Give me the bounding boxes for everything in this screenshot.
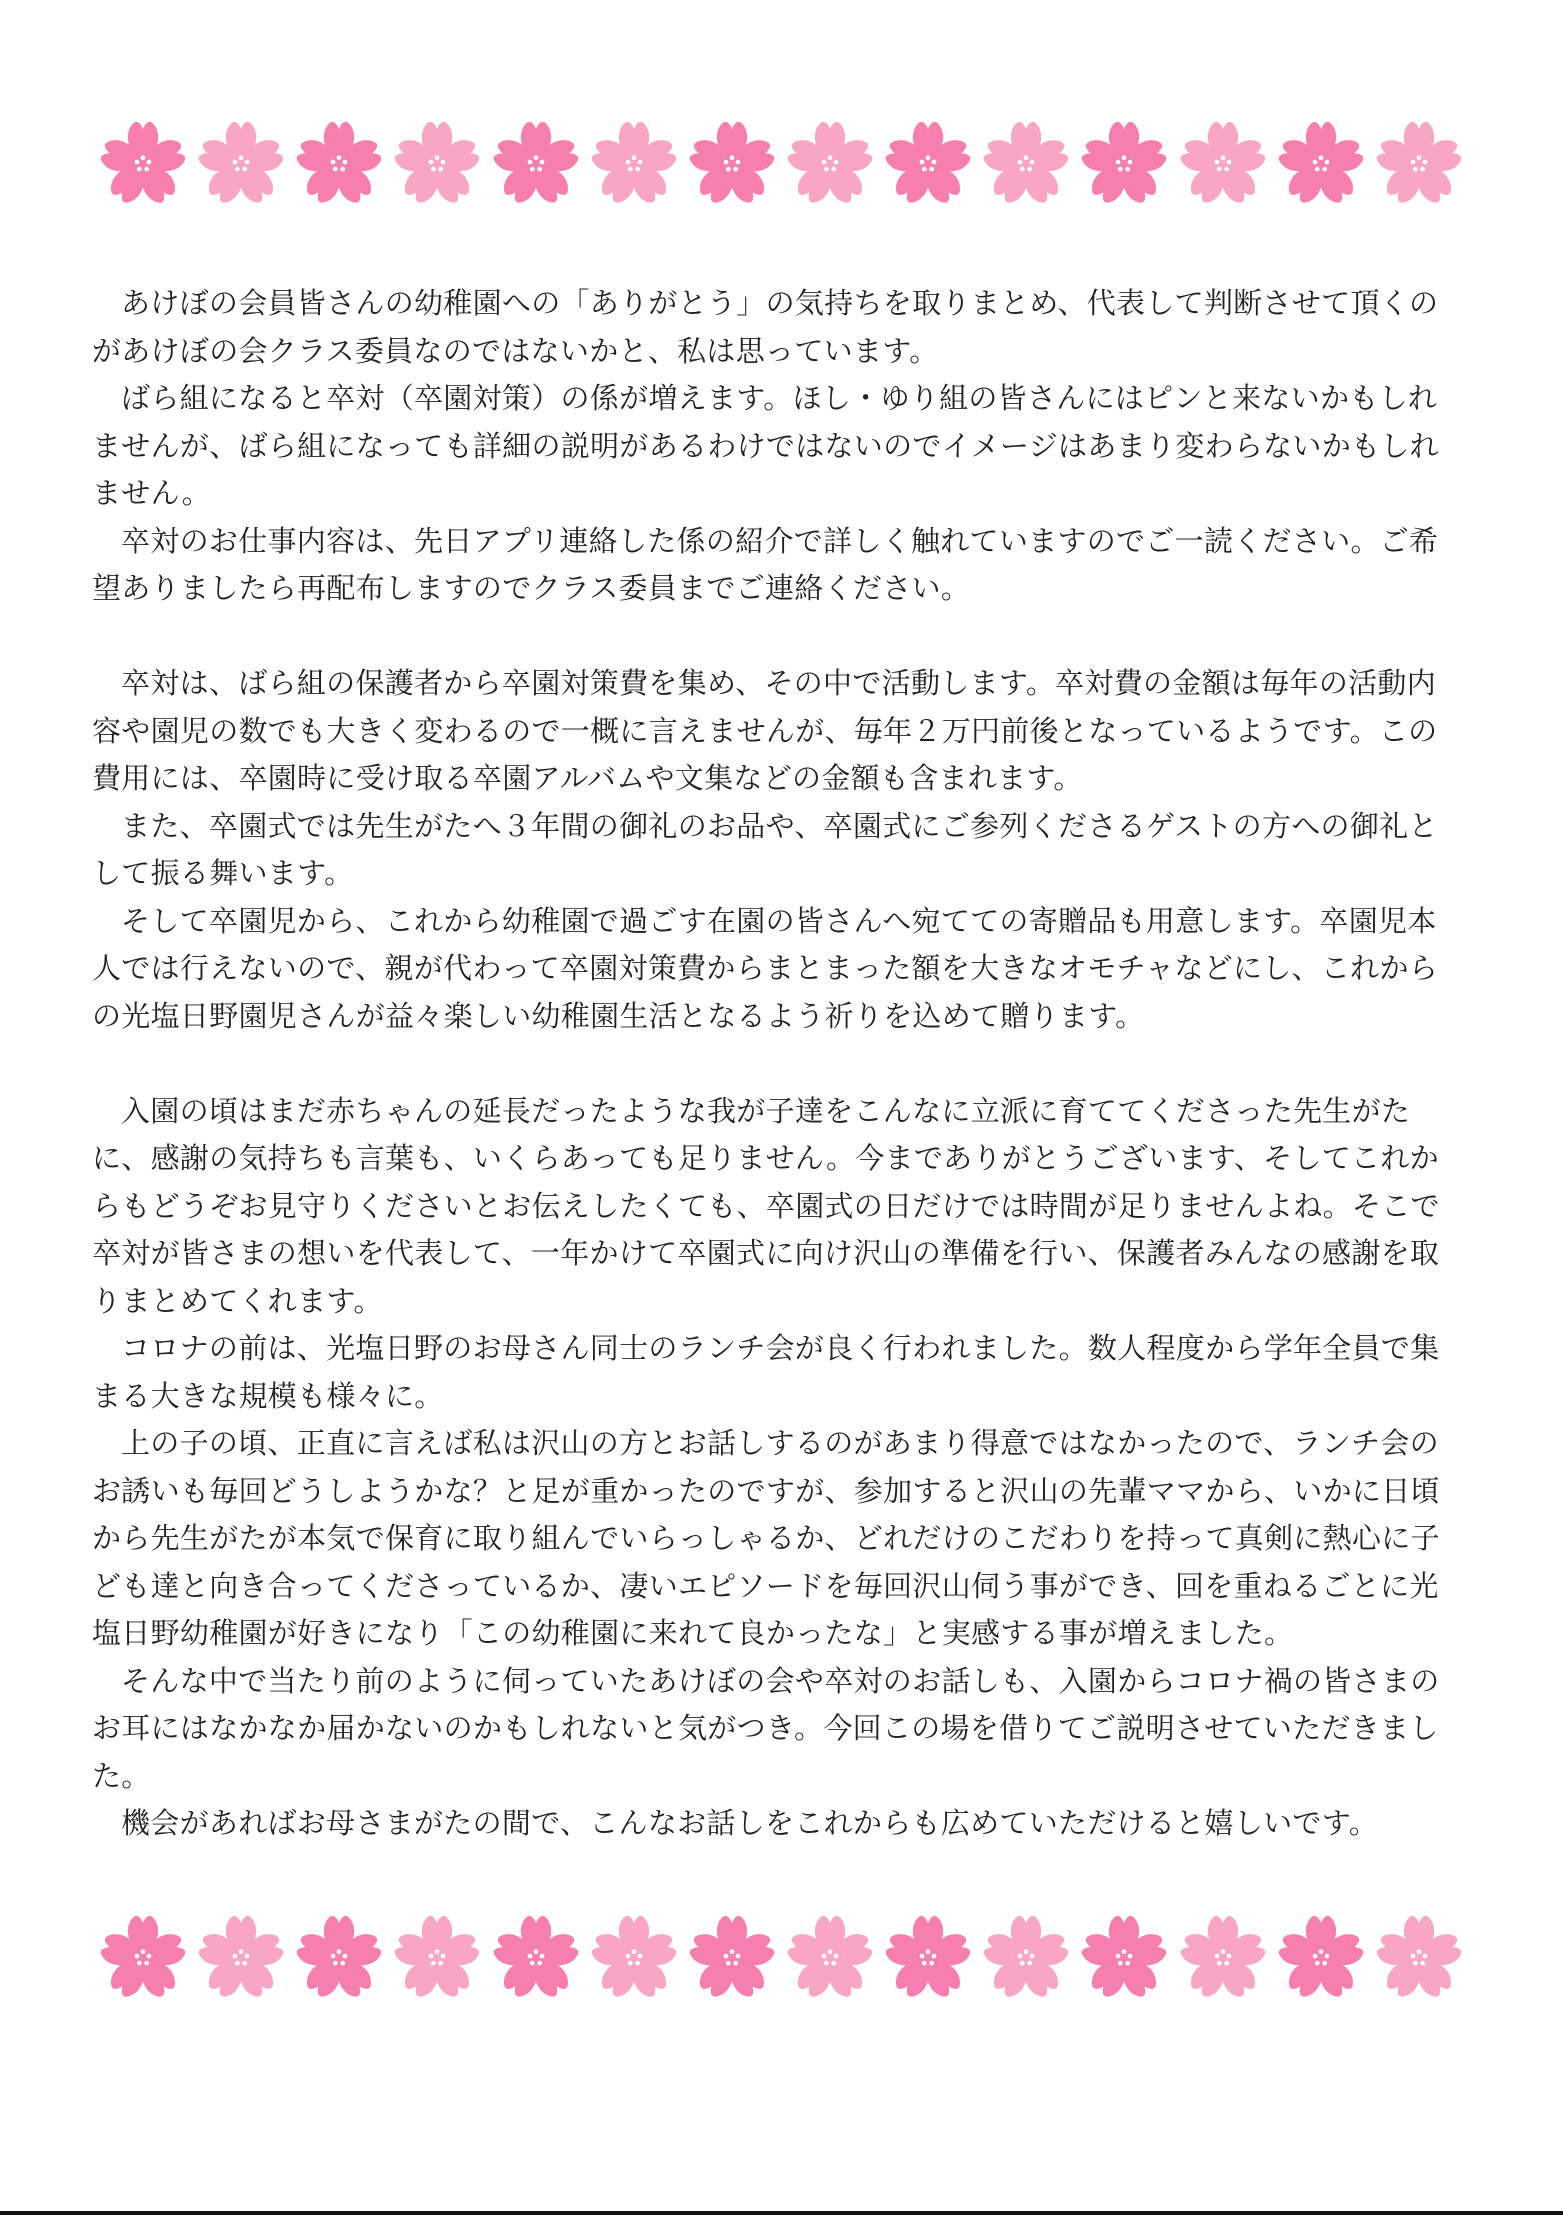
paragraph: ばら組になると卒対（卒園対策）の係が増えます。ほし・ゆり組の皆さんにはピンと来ないかもしれませんが、ばら組になっても詳細の説明があるわけではないのでイメージはあまり変わらないかもしれません。 (92, 381, 1439, 510)
cherry-blossom-icon (196, 1913, 286, 2003)
cherry-blossom-icon (294, 1913, 384, 2003)
cherry-blossom-icon (98, 119, 188, 209)
cherry-blossom-icon (785, 1913, 875, 2003)
cherry-blossom-icon (687, 1913, 777, 2003)
paragraph: 機会があればお母さまがたの間で、こんなお話しをこれからも広めていただけると嬉しいです。 (121, 1806, 1379, 1840)
cherry-blossom-icon (1374, 119, 1464, 209)
cherry-blossom-icon (491, 1913, 581, 2003)
cherry-blossom-icon (883, 1913, 973, 2003)
cherry-blossom-icon (1079, 1913, 1169, 2003)
paragraph-gap (92, 613, 1464, 661)
cherry-blossom-icon (687, 119, 777, 209)
cherry-blossom-icon (981, 119, 1071, 209)
cherry-blossom-icon (392, 1913, 482, 2003)
paragraph: あけぼの会員皆さんの幼稚園への「ありがとう」の気持ちを取りまとめ、代表して判断させて頂くのがあけぼの会クラス委員なのではないかと、私は思っています。 (92, 286, 1439, 368)
cherry-blossom-icon (883, 119, 973, 209)
cherry-blossom-icon (392, 119, 482, 209)
cherry-blossom-icon (785, 119, 875, 209)
paragraph: 卒対は、ばら組の保護者から卒園対策費を集め、その中で活動します。卒対費の金額は毎年の活動内容や園児の数でも大きく変わるので一概に言えませんが、毎年２万円前後となっているようです。この費用には、卒園時に受け取る卒園アルバムや文集などの金額も含まれます。 (92, 666, 1438, 795)
cherry-blossom-icon (589, 119, 679, 209)
cherry-blossom-icon (1374, 1913, 1464, 2003)
cherry-blossom-icon (589, 1913, 679, 2003)
paragraph: 入園の頃はまだ赤ちゃんの延長だったような我が子達をこんなに立派に育ててくださった先生がたに、感謝の気持ちも言葉も、いくらあっても足りません。今までありがとうございます、そしてこれからもどうぞお見守りくださいとお伝えしたくても、卒園式の日だけでは時間が足りませんよね。そこで卒対が皆さまの想いを代表して、一年かけて卒園式に向け沢山の準備を行い、保護者みんなの感謝を取りまとめてくれます。 (92, 1093, 1440, 1318)
letter-body (92, 280, 1464, 1848)
cherry-blossom-icon (1276, 1913, 1366, 2003)
sakura-border-top (98, 116, 1464, 212)
cherry-blossom-icon (1178, 1913, 1268, 2003)
paragraph: 卒対のお仕事内容は、先日アプリ連絡した係の紹介で詳しく触れていますのでご一読ください。ご希望ありましたら再配布しますのでクラス委員までご連絡ください。 (92, 523, 1439, 605)
cherry-blossom-icon (196, 119, 286, 209)
cherry-blossom-icon (98, 1913, 188, 2003)
paragraph-gap (92, 1040, 1464, 1088)
paragraph: コロナの前は、光塩日野のお母さん同士のランチ会が良く行われました。数人程度から学年全員で集まる大きな規模も様々に。 (92, 1331, 1440, 1413)
cherry-blossom-icon (1276, 119, 1366, 209)
paragraph: また、卒園式では先生がたへ３年間の御礼のお品や、卒園式にご参列くださるゲストの方への御礼として振る舞います。 (92, 808, 1438, 890)
paragraph: そんな中で当たり前のように伺っていたあけぼの会や卒対のお話しも、入園からコロナ禍の皆さまのお耳にはなかなか届かないのかもしれないと気がつき。今回この場を借りてご説明させていただきました。 (92, 1663, 1440, 1793)
cherry-blossom-icon (981, 1913, 1071, 2003)
page-bottom-rule (0, 2211, 1563, 2215)
cherry-blossom-icon (1178, 119, 1268, 209)
sakura-border-bottom (98, 1910, 1464, 2006)
paragraph: そして卒園児から、これから幼稚園で過ごす在園の皆さんへ宛てての寄贈品も用意します。卒園児本人では行えないので、親が代わって卒園対策費からまとまった額を大きなオモチャなどにし、これからの光塩日野園児さんが益々楽しい幼稚園生活となるよう祈りを込めて贈ります。 (92, 903, 1439, 1033)
cherry-blossom-icon (294, 119, 384, 209)
paragraph: 上の子の頃、正直に言えば私は沢山の方とお話しするのがあまり得意ではなかったので、ランチ会のお誘いも毎回どうしようかな？と足が重かったのですが、参加すると沢山の先輩ママから、いかに日頃から先生がたが本気で保育に取り組んでいらっしゃるか、どれだけのこだわりを持って真剣に熱心に子ども達と向き合ってくださっているか、凄いエピソードを毎回沢山伺う事ができ、回を重ねるごとに光塩日野幼稚園が好きになり「この幼稚園に来れて良かったな」と実感する事が増えました。 (92, 1426, 1440, 1650)
cherry-blossom-icon (491, 119, 581, 209)
cherry-blossom-icon (1079, 119, 1169, 209)
